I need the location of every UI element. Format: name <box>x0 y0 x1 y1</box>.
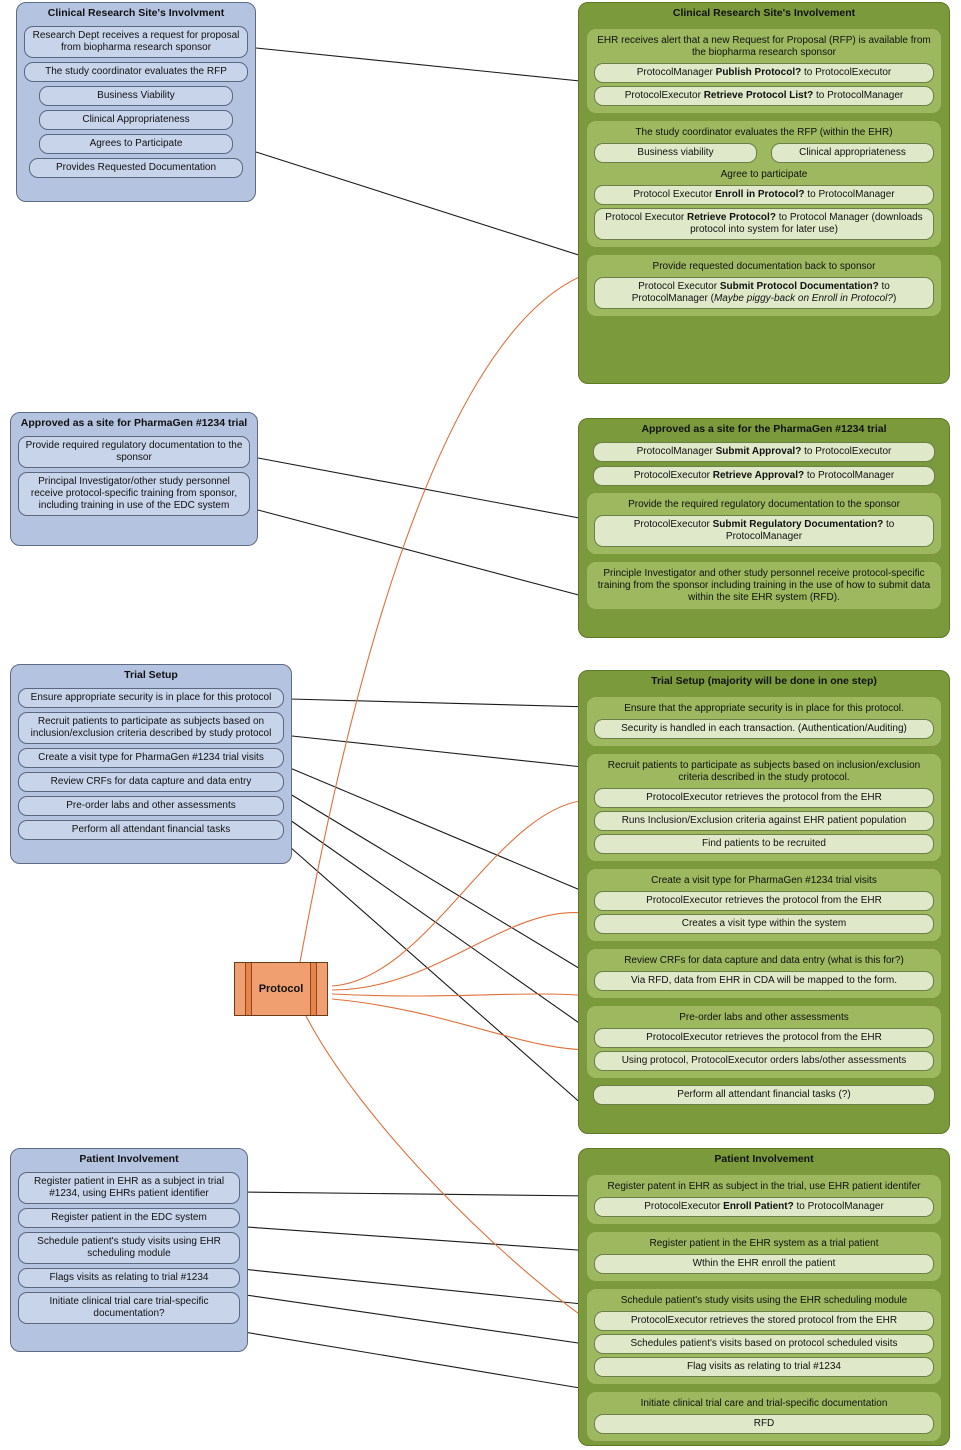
list-item[interactable]: Schedules patient's visits based on protocol scheduled visits <box>594 1334 934 1354</box>
panel-title: Clinical Research Site's Involvment <box>47 7 225 19</box>
group-recruit-patients <box>586 753 942 862</box>
list-item[interactable]: Recruit patients to participate as subjects based on inclusion/exclusion criteria described by study protocol <box>18 712 284 744</box>
protocol-node-label: Protocol <box>258 983 304 995</box>
list-item[interactable] <box>594 208 934 240</box>
list-item[interactable] <box>593 442 935 462</box>
item-post2: ) <box>892 293 897 305</box>
item-pre: Protocol Executor <box>638 281 720 293</box>
wire-trialsetup-item5 <box>290 820 592 1032</box>
item-post: to Protocol Manager (downloads protocol into system for later use) <box>690 212 923 236</box>
wire-trialsetup-item4 <box>290 794 592 976</box>
group-label: Create a visit type for PharmaGen #1234 trial visits <box>651 875 877 887</box>
item-pre: ProtocolExecutor <box>633 519 713 531</box>
list-item[interactable] <box>594 63 934 83</box>
list-item[interactable]: Provide required regulatory documentation to the sponsor <box>18 436 250 468</box>
item-pre: ProtocolManager <box>636 67 716 79</box>
list-item[interactable]: ProtocolExecutor retrieves the protocol from the EHR <box>594 891 934 911</box>
group-label: Schedule patient's study visits using the EHR scheduling module <box>620 1295 908 1307</box>
list-item[interactable]: Register patient in the EDC system <box>18 1208 240 1228</box>
wire-approved-item1 <box>258 458 590 520</box>
list-item[interactable]: Using protocol, ProtocolExecutor orders labs/other assessments <box>594 1051 934 1071</box>
wire-patient-item5 <box>232 1330 592 1390</box>
item-strong: Enroll in Protocol? <box>715 189 805 201</box>
list-item[interactable]: Clinical Appropriateness <box>39 110 233 130</box>
item-strong: Retrieve Protocol List? <box>703 90 814 102</box>
group-label: EHR receives alert that a new Request for Proposal (RFP) is available from the biopharma research sponsor <box>597 35 931 59</box>
list-item[interactable]: ProtocolExecutor retrieves the protocol from the EHR <box>594 1028 934 1048</box>
right-panel-approved-site <box>578 418 950 638</box>
item-post: to ProtocolManager <box>813 90 904 102</box>
item-post: to ProtocolManager <box>804 189 895 201</box>
list-item[interactable]: Clinical appropriateness <box>771 143 934 163</box>
item-em: Maybe piggy-back on Enroll in Protocol? <box>713 293 893 305</box>
group-evaluate-rfp <box>586 120 942 248</box>
item-post: to ProtocolManager ( <box>631 281 890 305</box>
wire-site-item2 <box>256 152 588 258</box>
list-item[interactable]: RFD <box>594 1414 934 1434</box>
group-security <box>586 696 942 747</box>
list-item[interactable]: Business Viability <box>39 86 233 106</box>
protocol-left-bar <box>245 963 252 1015</box>
list-item[interactable] <box>594 185 934 205</box>
list-item[interactable]: Schedule patient's study visits using EHR scheduling module <box>18 1232 240 1264</box>
group-rfp-alert <box>586 28 942 114</box>
group-label: The study coordinator evaluates the RFP (within the EHR) <box>635 127 893 139</box>
list-item[interactable]: Business viability <box>594 143 757 163</box>
group-register-trial-patient <box>586 1231 942 1282</box>
item-post: to ProtocolManager <box>725 519 895 543</box>
list-item[interactable]: Flags visits as relating to trial #1234 <box>18 1268 240 1288</box>
item-pre: ProtocolExecutor <box>633 470 713 482</box>
group-label: Recruit patients to participate as subjects based on inclusion/exclusion criteria described in the study protocol. <box>607 760 921 784</box>
item-pre: ProtocolManager <box>636 446 716 458</box>
group-preorder-labs <box>586 1005 942 1079</box>
wire-protocol-to-patient <box>306 1016 592 1323</box>
panel-title: Approved as a site for PharmaGen #1234 trial <box>20 417 248 429</box>
list-item[interactable]: Perform all attendant financial tasks <box>18 820 284 840</box>
list-item[interactable] <box>594 86 934 106</box>
item-pre: Protocol Executor <box>633 189 716 201</box>
item-post: to ProtocolExecutor <box>801 446 892 458</box>
item-strong: Submit Regulatory Documentation? <box>712 519 884 531</box>
item-strong: Publish Protocol? <box>715 67 802 79</box>
list-item[interactable]: Review CRFs for data capture and data entry <box>18 772 284 792</box>
group-label: Ensure that the appropriate security is in place for this protocol. <box>624 703 904 715</box>
list-item[interactable]: Create a visit type for PharmaGen #1234 trial visits <box>18 748 284 768</box>
pill-row <box>587 140 941 166</box>
group-label: Initiate clinical trial care and trial-specific documentation <box>640 1398 888 1410</box>
list-item[interactable]: Ensure appropriate security is in place for this protocol <box>18 688 284 708</box>
group-visit-type <box>586 868 942 942</box>
list-item[interactable]: Provides Requested Documentation <box>29 158 243 178</box>
list-item[interactable] <box>594 277 934 309</box>
group-schedule-visits <box>586 1288 942 1385</box>
item-post: to ProtocolManager <box>804 470 895 482</box>
protocol-right-bar <box>310 963 317 1015</box>
list-item[interactable]: Flag visits as relating to trial #1234 <box>594 1357 934 1377</box>
group-sublabel: Agree to participate <box>720 169 808 181</box>
list-item[interactable]: Agrees to Participate <box>39 134 233 154</box>
list-item[interactable]: Pre-order labs and other assessments <box>18 796 284 816</box>
group-label: Review CRFs for data capture and data entry (what is this for?) <box>624 955 904 967</box>
item-strong: Retrieve Protocol? <box>687 212 776 224</box>
protocol-node[interactable] <box>234 962 328 1016</box>
list-item[interactable]: Wthin the EHR enroll the patient <box>594 1254 934 1274</box>
list-item[interactable]: The study coordinator evaluates the RFP <box>24 62 248 82</box>
wire-patient-item2 <box>232 1226 592 1251</box>
item-post: to ProtocolExecutor <box>801 67 892 79</box>
group-label: Register patient in the EHR system as a trial patient <box>649 1238 879 1250</box>
group-provide-documentation <box>586 254 942 317</box>
wire-trialsetup-item3 <box>290 768 592 895</box>
list-item[interactable]: Creates a visit type within the system <box>594 914 934 934</box>
list-item[interactable]: Register patient in EHR as a subject in trial #1234, using EHRs patient identifier <box>18 1172 240 1204</box>
wire-protocol-to-trial-4 <box>332 999 592 1050</box>
item-strong: Retrieve Approval? <box>712 470 805 482</box>
right-panel-trial-setup <box>578 670 950 1134</box>
right-panel-site-involvement <box>578 2 950 384</box>
group-investigator-training <box>586 561 942 610</box>
wire-site-item1 <box>256 48 590 82</box>
list-item[interactable]: Security is handled in each transaction. (Authentication/Auditing) <box>594 719 934 739</box>
item-strong: Submit Approval? <box>715 446 802 458</box>
list-item[interactable] <box>593 466 935 486</box>
list-item[interactable]: Research Dept receives a request for proposal from biopharma research sponsor <box>24 26 248 58</box>
wire-trialsetup-item1 <box>290 699 592 707</box>
group-label: Principle Investigator and other study personnel receive protocol-specific training from the sponsor including training in the use of how to submit data within the site EHR system (RFD). <box>597 568 931 604</box>
list-item[interactable]: ProtocolExecutor retrieves the stored protocol from the EHR <box>594 1311 934 1331</box>
list-item[interactable]: Runs Inclusion/Exclusion criteria against EHR patient population <box>594 811 934 831</box>
group-label: Provide the required regulatory documentation to the sponsor <box>628 499 900 511</box>
left-panel-site-involvement <box>16 2 256 202</box>
panel-title: Trial Setup (majority will be done in one step) <box>651 675 877 687</box>
list-item[interactable]: Find patients to be recruited <box>594 834 934 854</box>
wire-approved-item2 <box>258 510 590 598</box>
panel-title: Patient Involvement <box>79 1153 179 1165</box>
panel-title: Clinical Research Site's Involvement <box>672 7 856 19</box>
list-item[interactable] <box>594 515 934 547</box>
panel-title: Trial Setup <box>124 669 178 681</box>
list-item[interactable]: Principal Investigator/other study personnel receive protocol-specific training from sponsor, including training in use of the EDC system <box>18 472 250 516</box>
panel-title: Patient Involvement <box>714 1153 814 1165</box>
list-item[interactable] <box>594 1197 934 1217</box>
group-label: Pre-order labs and other assessments <box>679 1012 849 1024</box>
left-panel-trial-setup <box>10 664 292 864</box>
wire-trialsetup-item6 <box>290 847 592 1113</box>
group-label: Provide requested documentation back to sponsor <box>652 261 876 273</box>
wire-protocol-to-trial-3 <box>332 994 592 996</box>
wire-patient-item1 <box>240 1192 592 1196</box>
panel-title: Approved as a site for the PharmaGen #1234 trial <box>641 423 887 435</box>
wire-patient-item4 <box>232 1293 592 1345</box>
group-initiate-care <box>586 1391 942 1442</box>
item-pre: ProtocolExecutor <box>644 1201 724 1213</box>
item-post: to ProtocolManager <box>793 1201 884 1213</box>
list-item[interactable]: Initiate clinical trial care trial-specific documentation? <box>18 1292 240 1324</box>
group-label: Register patent in EHR as subject in the trial, use EHR patient identifer <box>607 1181 921 1193</box>
item-pre: Protocol Executor <box>605 212 688 224</box>
wire-trialsetup-item2 <box>292 736 592 768</box>
list-item[interactable]: ProtocolExecutor retrieves the protocol from the EHR <box>594 788 934 808</box>
item-pre: ProtocolExecutor <box>624 90 704 102</box>
group-register-subject <box>586 1174 942 1225</box>
wire-protocol-to-site <box>300 272 592 962</box>
wire-protocol-to-trial-2 <box>332 913 592 990</box>
group-regulatory-documentation <box>586 492 942 555</box>
group-review-crfs <box>586 948 942 999</box>
left-panel-patient-involvement <box>10 1148 248 1352</box>
item-strong: Enroll Patient? <box>723 1201 794 1213</box>
wire-patient-item3 <box>232 1268 592 1305</box>
left-panel-approved-site <box>10 412 258 546</box>
item-strong: Submit Protocol Documentation? <box>719 281 879 293</box>
list-item[interactable]: Perform all attendant financial tasks (?) <box>593 1085 935 1105</box>
wire-protocol-to-trial-1 <box>332 800 592 986</box>
list-item[interactable]: Via RFD, data from EHR in CDA will be mapped to the form. <box>594 971 934 991</box>
right-panel-patient-involvement <box>578 1148 950 1446</box>
